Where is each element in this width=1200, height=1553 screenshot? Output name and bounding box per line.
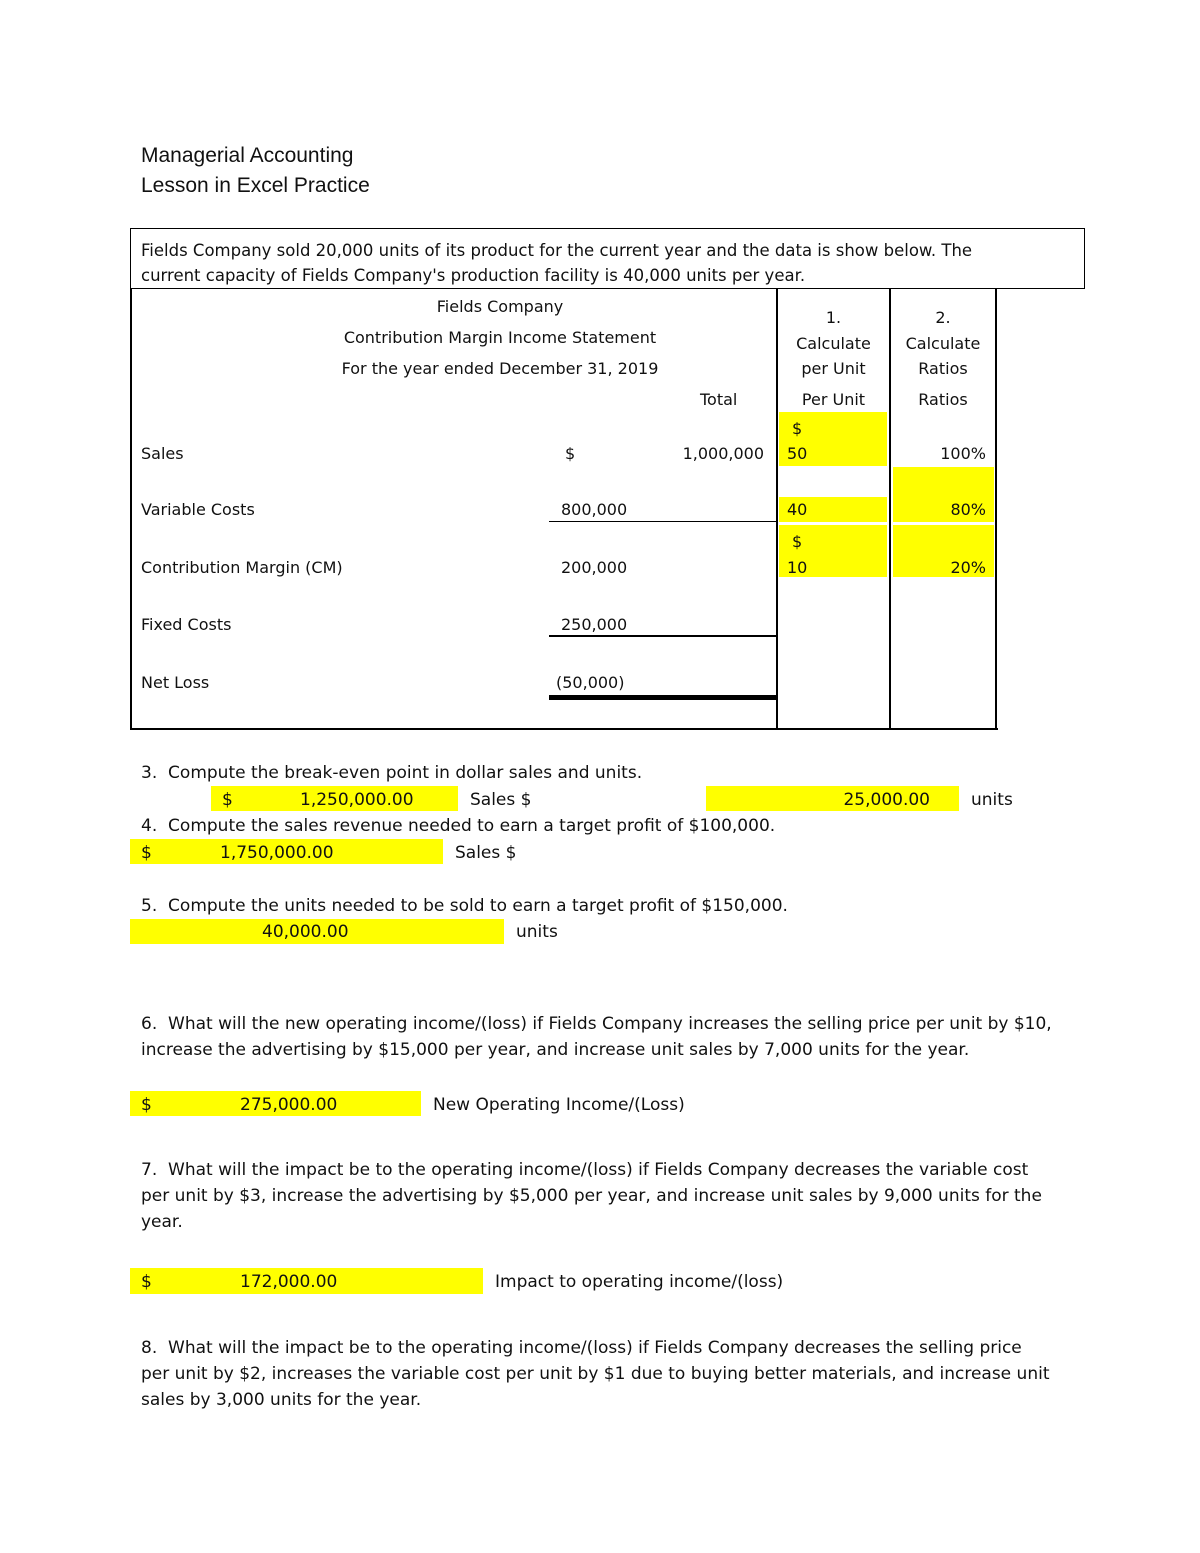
unit-cm: 10 <box>787 558 808 577</box>
row-label-fixed-costs: Fixed Costs <box>141 615 232 634</box>
q4-answer-value: 1,750,000.00 <box>220 843 334 863</box>
q3-question: Compute the break-even point in dollar sales and units. <box>168 763 643 783</box>
row-amount-fixed-costs: 250,000 <box>561 615 628 634</box>
vc-underline <box>549 521 777 522</box>
intro-line-2: current capacity of Fields Company's production facility is 40,000 units per year. <box>141 266 806 285</box>
q5-number: 5. <box>141 896 158 916</box>
intro-line-1: Fields Company sold 20,000 units of its product for the current year and the data is show below. The <box>141 241 973 260</box>
q4-answer-dollar: $ <box>141 843 152 863</box>
net-loss-double-underline <box>549 695 777 700</box>
q3-answer1-value: 1,250,000.00 <box>300 790 414 810</box>
q8-question-line-1: What will the impact be to the operating income/(loss) if Fields Company decreases the selling price <box>168 1338 1022 1358</box>
q7-number: 7. <box>141 1160 158 1180</box>
q5-question: Compute the units needed to be sold to earn a target profit of $150,000. <box>168 896 788 916</box>
q7-question-line-1: What will the impact be to the operating income/(loss) if Fields Company decreases the variable cost <box>168 1160 1029 1180</box>
per-unit-label: Per Unit <box>801 390 866 409</box>
row-label-net-loss: Net Loss <box>141 673 210 692</box>
total-header: Total <box>700 390 738 409</box>
col1-header-num: 1. <box>825 308 842 327</box>
unit-sales: 50 <box>787 444 808 463</box>
doc-subtitle: Lesson in Excel Practice <box>141 174 370 197</box>
q7-answer-dollar: $ <box>141 1272 152 1292</box>
q3-answer1-dollar: $ <box>222 790 233 810</box>
q6-question-line-2: increase the advertising by $15,000 per year, and increase unit sales by 7,000 units for the year. <box>141 1040 970 1060</box>
q6-answer-dollar: $ <box>141 1095 152 1115</box>
q5-text <box>141 893 788 919</box>
row-label-sales: Sales <box>141 444 184 463</box>
row-amount-variable-costs: 800,000 <box>561 500 628 519</box>
q3-answer1-label: Sales $ <box>470 790 532 810</box>
unit-variable-costs: 40 <box>787 500 808 519</box>
col2-header-num: 2. <box>935 308 951 327</box>
table-col1-left-border <box>776 288 778 730</box>
q4-question: Compute the sales revenue needed to earn a target profit of $100,000. <box>168 816 776 836</box>
ratio-sales: 100% <box>940 444 986 463</box>
q8-question-line-2: per unit by $2, increases the variable cost per unit by $1 due to buying better materials, and increase unit <box>141 1364 1050 1384</box>
q5-answer-value: 40,000.00 <box>262 922 349 942</box>
q3-number: 3. <box>141 763 158 783</box>
q4-text <box>141 813 775 839</box>
ratio-variable-costs: 80% <box>950 500 986 519</box>
q7-line-1 <box>141 1157 1028 1183</box>
col2-header-calc: Calculate <box>905 334 981 353</box>
q7-answer-value: 172,000.00 <box>240 1272 338 1292</box>
q8-number: 8. <box>141 1338 158 1358</box>
q3-answer2-value: 25,000.00 <box>843 790 930 810</box>
q8-question-line-3: sales by 3,000 units for the year. <box>141 1390 422 1410</box>
q7-question-line-3: year. <box>141 1212 183 1232</box>
q4-number: 4. <box>141 816 158 836</box>
q7-answer-label: Impact to operating income/(loss) <box>495 1272 784 1292</box>
q3-text <box>141 760 642 786</box>
unit-dollar-cm: $ <box>792 532 803 551</box>
statement-name: Contribution Margin Income Statement <box>343 328 657 347</box>
table-col2-right-border <box>995 288 997 730</box>
col1-header-unit: per Unit <box>801 359 866 378</box>
col1-header-calc: Calculate <box>796 334 871 353</box>
q6-question-line-1: What will the new operating income/(loss) if Fields Company increases the selling price per unit by $10, <box>168 1014 1052 1034</box>
ratio-cm: 20% <box>950 558 986 577</box>
table-bottom-border <box>130 728 998 730</box>
q3-answer2-label: units <box>971 790 1013 810</box>
ratios-label: Ratios <box>918 390 968 409</box>
statement-period: For the year ended December 31, 2019 <box>341 359 659 378</box>
statement-company: Fields Company <box>436 297 564 316</box>
unit-dollar-sales: $ <box>792 419 803 438</box>
q6-answer-value: 275,000.00 <box>240 1095 338 1115</box>
row-label-cm: Contribution Margin (CM) <box>141 558 343 577</box>
q8-line-1 <box>141 1335 1022 1361</box>
q6-line-1 <box>141 1011 1052 1037</box>
q6-number: 6. <box>141 1014 158 1034</box>
col2-header-ratios: Ratios <box>918 359 968 378</box>
table-left-border <box>130 288 132 730</box>
fc-underline <box>549 635 777 637</box>
q6-answer-label: New Operating Income/(Loss) <box>433 1095 685 1115</box>
q7-question-line-2: per unit by $3, increase the advertising by $5,000 per year, and increase unit sales by 9,000 units for the <box>141 1186 1042 1206</box>
row-total-sales: 1,000,000 <box>682 444 764 463</box>
row-dollar-sales: $ <box>565 444 576 463</box>
table-top-border <box>776 288 997 289</box>
doc-title: Managerial Accounting <box>141 144 354 167</box>
q4-answer-label: Sales $ <box>455 843 517 863</box>
row-label-variable-costs: Variable Costs <box>141 500 255 519</box>
row-amount-cm: 200,000 <box>561 558 628 577</box>
q5-answer-label: units <box>516 922 558 942</box>
row-amount-net-loss: (50,000) <box>556 673 625 692</box>
